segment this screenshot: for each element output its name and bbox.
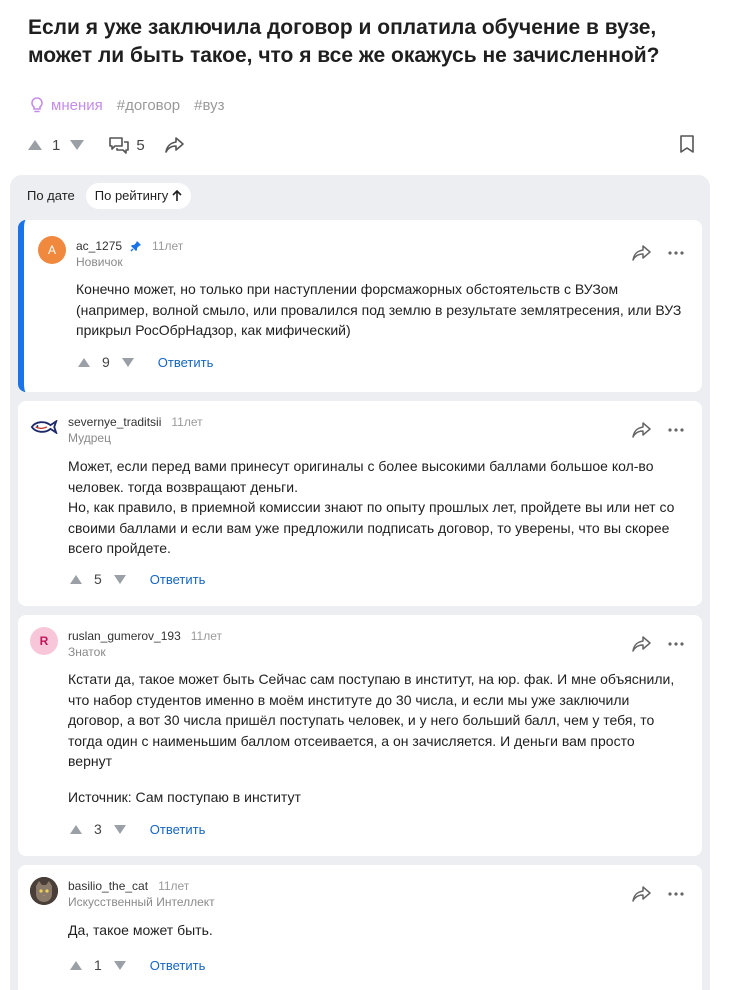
more-icon[interactable] bbox=[668, 428, 684, 432]
upvote-icon[interactable] bbox=[78, 358, 90, 367]
question-title: Если я уже заключила договор и оплатила обучение в вузе, может ли быть такое, что я все же окажусь не зачисленной? bbox=[28, 16, 660, 67]
cat-avatar-icon[interactable] bbox=[30, 877, 58, 905]
question-vote-count: 1 bbox=[52, 136, 61, 154]
question-tags bbox=[28, 96, 239, 114]
share-icon[interactable] bbox=[632, 885, 652, 903]
share-icon[interactable] bbox=[165, 136, 185, 154]
vote-count: 3 bbox=[94, 821, 102, 837]
card-tools bbox=[632, 421, 684, 439]
upvote-icon[interactable] bbox=[70, 961, 82, 970]
downvote-icon[interactable] bbox=[114, 575, 126, 584]
downvote-icon[interactable] bbox=[114, 825, 126, 834]
share-icon[interactable] bbox=[632, 421, 652, 439]
author-line bbox=[68, 629, 222, 643]
answer-card bbox=[18, 401, 702, 606]
author-line bbox=[68, 879, 189, 893]
author-rank: Искусственный Интеллект bbox=[68, 895, 215, 909]
answers-panel bbox=[10, 175, 710, 990]
answer-paragraph: Кстати да, такое может быть Сейчас сам поступаю в институт, на юр. фак. И мне объяснили, что набор студентов именно в моём институте до 30 числа, и если мы уже заключили договор, а вот 30 числа пришёл поступать человек, и у него больший балл, чем у тебя, то тогда один с наименьшим баллом отсеивается, а он зачисляется. И деньги вам просто вернут bbox=[68, 671, 675, 769]
answer-age: 11лет bbox=[190, 629, 222, 643]
sort-by-rating-label: По рейтингу bbox=[94, 188, 169, 203]
pin-icon bbox=[130, 240, 142, 252]
answer-source: Источник: Сам поступаю в институт bbox=[68, 788, 301, 805]
downvote-icon[interactable] bbox=[114, 961, 126, 970]
more-icon[interactable] bbox=[668, 251, 684, 255]
answers-count: 5 bbox=[136, 136, 145, 154]
author-rank: Знаток bbox=[68, 645, 106, 659]
answer-paragraph: Может, если перед вами принесут оригиналы с более высокими баллами большое кол-во человек. тогда возвращают деньги. bbox=[68, 458, 654, 495]
answer-text bbox=[68, 669, 678, 807]
vote-row bbox=[70, 821, 205, 837]
card-tools bbox=[632, 635, 684, 653]
vote-row bbox=[70, 957, 205, 973]
downvote-icon[interactable] bbox=[70, 140, 84, 150]
lightbulb-icon bbox=[28, 96, 51, 114]
vote-row bbox=[78, 354, 213, 370]
share-icon[interactable] bbox=[632, 244, 652, 262]
upvote-icon[interactable] bbox=[70, 575, 82, 584]
avatar[interactable]: A bbox=[38, 236, 66, 264]
bookmark-icon[interactable] bbox=[680, 135, 694, 153]
more-icon[interactable] bbox=[668, 892, 684, 896]
avatar[interactable]: R bbox=[30, 627, 58, 655]
answer-paragraph: Но, как правило, в приемной комиссии знают по опыту прошлых лет, пройдете вы или нет со своими баллами и если вам уже предложили подписать договор, то уверены, что вы скорее всего пройдете. bbox=[68, 499, 675, 556]
answer-text bbox=[76, 279, 688, 341]
reply-button[interactable]: Ответить bbox=[149, 957, 206, 973]
downvote-icon[interactable] bbox=[122, 358, 134, 367]
arrow-up-icon bbox=[168, 190, 182, 202]
card-tools bbox=[632, 885, 684, 903]
answer-card bbox=[18, 865, 702, 990]
sort-by-date-button[interactable]: По дате bbox=[27, 188, 75, 203]
sort-by-rating-button[interactable] bbox=[86, 183, 192, 209]
answer-age: 11лет bbox=[158, 879, 190, 893]
reply-button[interactable]: Ответить bbox=[149, 821, 206, 837]
author-line bbox=[76, 239, 183, 253]
card-tools bbox=[632, 244, 684, 262]
author-name[interactable]: ruslan_gumerov_193 bbox=[68, 629, 181, 643]
reply-button[interactable]: Ответить bbox=[149, 571, 206, 587]
author-name[interactable]: ac_1275 bbox=[76, 239, 123, 253]
vote-count: 1 bbox=[94, 957, 102, 973]
author-line bbox=[68, 415, 203, 429]
author-rank: Новичок bbox=[76, 255, 123, 269]
answer-age: 11лет bbox=[171, 415, 203, 429]
reply-button[interactable]: Ответить bbox=[157, 354, 214, 370]
answer-card bbox=[18, 220, 702, 392]
upvote-icon[interactable] bbox=[28, 140, 42, 150]
upvote-icon[interactable] bbox=[70, 825, 82, 834]
author-name[interactable]: severnye_traditsii bbox=[68, 415, 162, 429]
category-tag[interactable] bbox=[28, 96, 103, 114]
share-icon[interactable] bbox=[632, 635, 652, 653]
category-label: мнения bbox=[51, 96, 103, 114]
tag-vuz[interactable]: #вуз bbox=[194, 96, 225, 114]
vote-count: 9 bbox=[102, 354, 110, 370]
more-icon[interactable] bbox=[668, 642, 684, 646]
vote-count: 5 bbox=[94, 571, 102, 587]
vote-row bbox=[70, 571, 205, 587]
author-rank: Мудрец bbox=[68, 431, 111, 445]
fish-icon[interactable] bbox=[30, 413, 58, 441]
question-actions bbox=[28, 134, 694, 156]
answer-text bbox=[68, 456, 688, 559]
author-name[interactable]: basilio_the_cat bbox=[68, 879, 149, 893]
tag-dogovor[interactable]: #договор bbox=[116, 96, 181, 114]
sort-bar bbox=[18, 183, 193, 209]
answer-paragraph: Да, такое может быть. bbox=[68, 922, 213, 938]
comments-icon[interactable] bbox=[108, 135, 130, 155]
answer-paragraph: Конечно может, но только при наступлении форсмажорных обстоятельств с ВУЗом (например, волной смыло, или провалился под землю в результате землятресения, или ВУЗ прикрыл РосОбрНадзор, как мифический) bbox=[76, 281, 682, 338]
answer-card bbox=[18, 615, 702, 856]
answer-age: 11лет bbox=[152, 239, 184, 253]
answer-text bbox=[68, 920, 688, 941]
